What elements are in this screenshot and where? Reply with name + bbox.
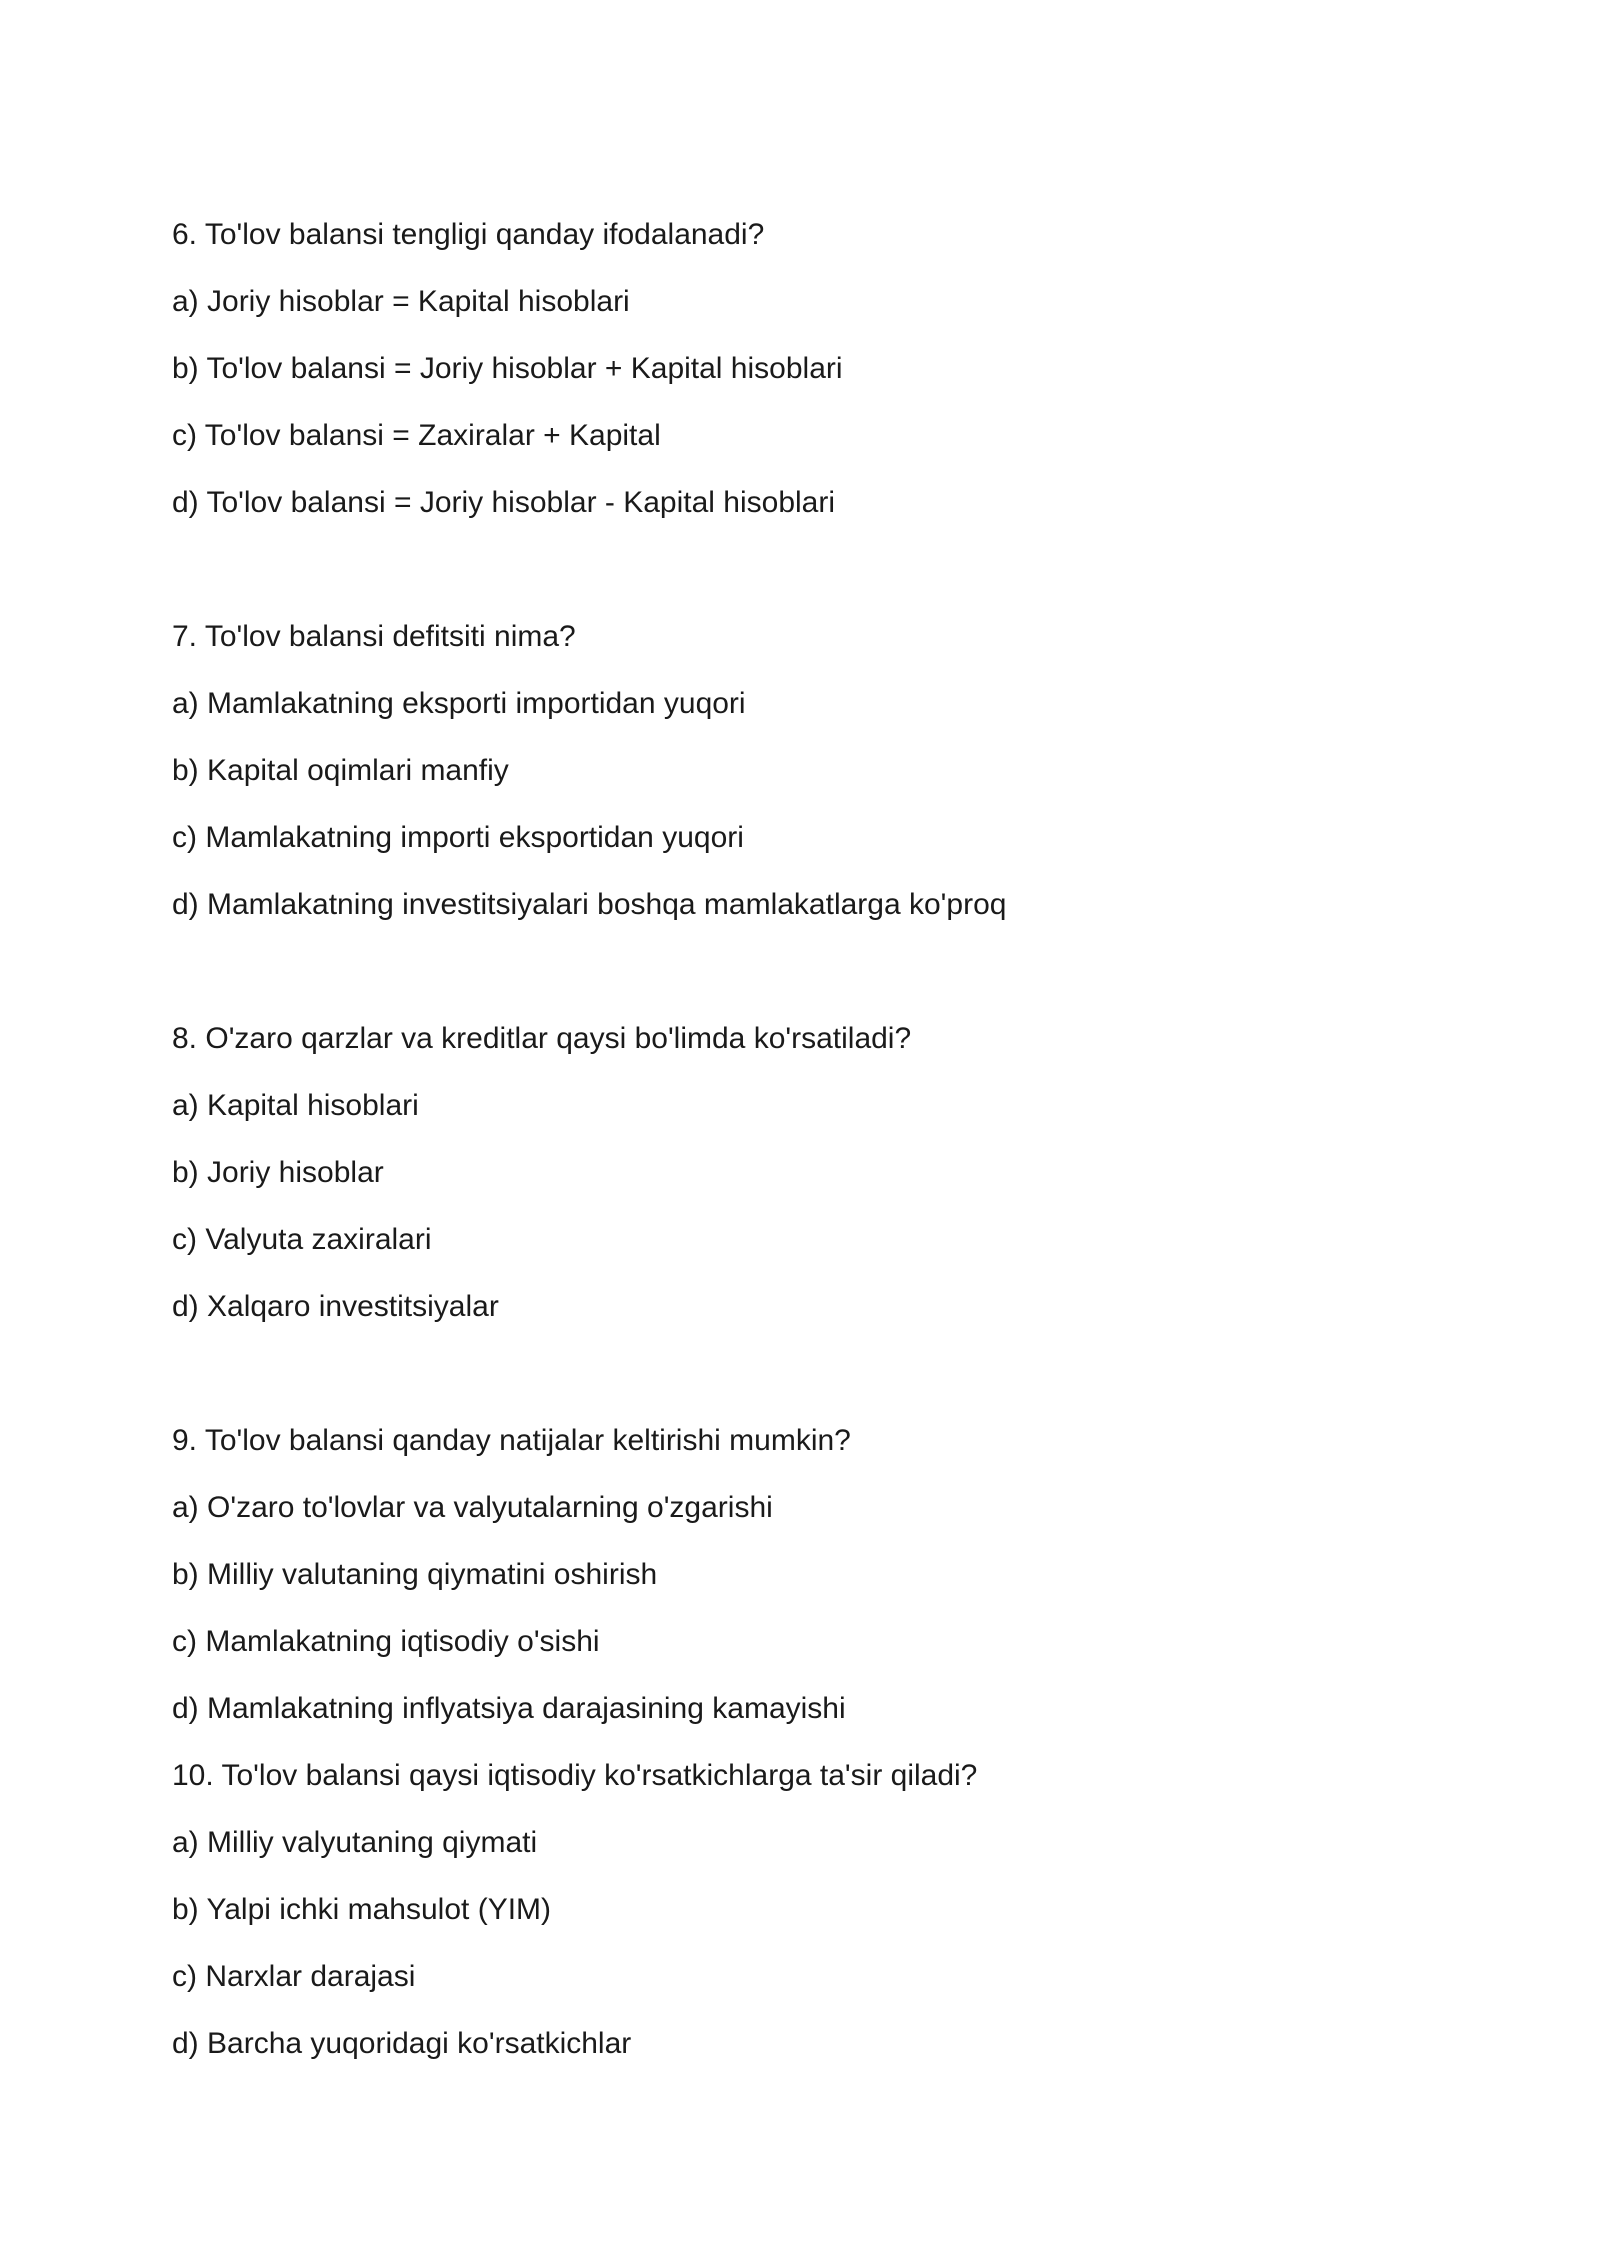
question-text: 7. To'lov balansi defitsiti nima? — [172, 620, 576, 653]
answer-option-d: d) Xalqaro investitsiyalar — [172, 1290, 499, 1323]
question-block-7 — [172, 617, 1472, 925]
spacer — [172, 550, 1472, 617]
question-text: 8. O'zaro qarzlar va kreditlar qaysi bo'limda ko'rsatiladi? — [172, 1022, 912, 1055]
spacer — [172, 952, 1472, 1019]
spacer — [172, 1354, 1472, 1421]
answer-option-c: c) Valyuta zaxiralari — [172, 1223, 432, 1256]
question-text: 9. To'lov balansi qanday natijalar keltirishi mumkin? — [172, 1424, 851, 1457]
answer-option-c: c) Mamlakatning iqtisodiy o'sishi — [172, 1625, 600, 1658]
answer-option-b: b) To'lov balansi = Joriy hisoblar + Kapital hisoblari — [172, 352, 843, 385]
question-text: 6. To'lov balansi tengligi qanday ifodalanadi? — [172, 218, 765, 251]
document-content — [172, 215, 1472, 2091]
answer-option-a: a) O'zaro to'lovlar va valyutalarning o'zgarishi — [172, 1491, 773, 1524]
question-block-6 — [172, 215, 1472, 523]
answer-option-a: a) Milliy valyutaning qiymati — [172, 1826, 538, 1859]
answer-option-d: d) To'lov balansi = Joriy hisoblar - Kapital hisoblari — [172, 486, 836, 519]
answer-option-a: a) Joriy hisoblar = Kapital hisoblari — [172, 285, 630, 318]
question-text: 10. To'lov balansi qaysi iqtisodiy ko'rsatkichlarga ta'sir qiladi? — [172, 1759, 978, 1792]
answer-option-a: a) Kapital hisoblari — [172, 1089, 419, 1122]
question-block-10 — [172, 1756, 1472, 2064]
answer-option-d: d) Barcha yuqoridagi ko'rsatkichlar — [172, 2027, 632, 2060]
question-block-8 — [172, 1019, 1472, 1327]
answer-option-b: b) Yalpi ichki mahsulot (YIM) — [172, 1893, 552, 1926]
answer-option-b: b) Kapital oqimlari manfiy — [172, 754, 509, 787]
answer-option-b: b) Joriy hisoblar — [172, 1156, 384, 1189]
answer-option-c: c) Narxlar darajasi — [172, 1960, 416, 1993]
answer-option-c: c) Mamlakatning importi eksportidan yuqori — [172, 821, 744, 854]
question-block-9 — [172, 1421, 1472, 1729]
answer-option-d: d) Mamlakatning investitsiyalari boshqa mamlakatlarga ko'proq — [172, 888, 1007, 921]
answer-option-a: a) Mamlakatning eksporti importidan yuqori — [172, 687, 746, 720]
answer-option-c: c) To'lov balansi = Zaxiralar + Kapital — [172, 419, 661, 452]
answer-option-d: d) Mamlakatning inflyatsiya darajasining kamayishi — [172, 1692, 846, 1725]
answer-option-b: b) Milliy valutaning qiymatini oshirish — [172, 1558, 658, 1591]
